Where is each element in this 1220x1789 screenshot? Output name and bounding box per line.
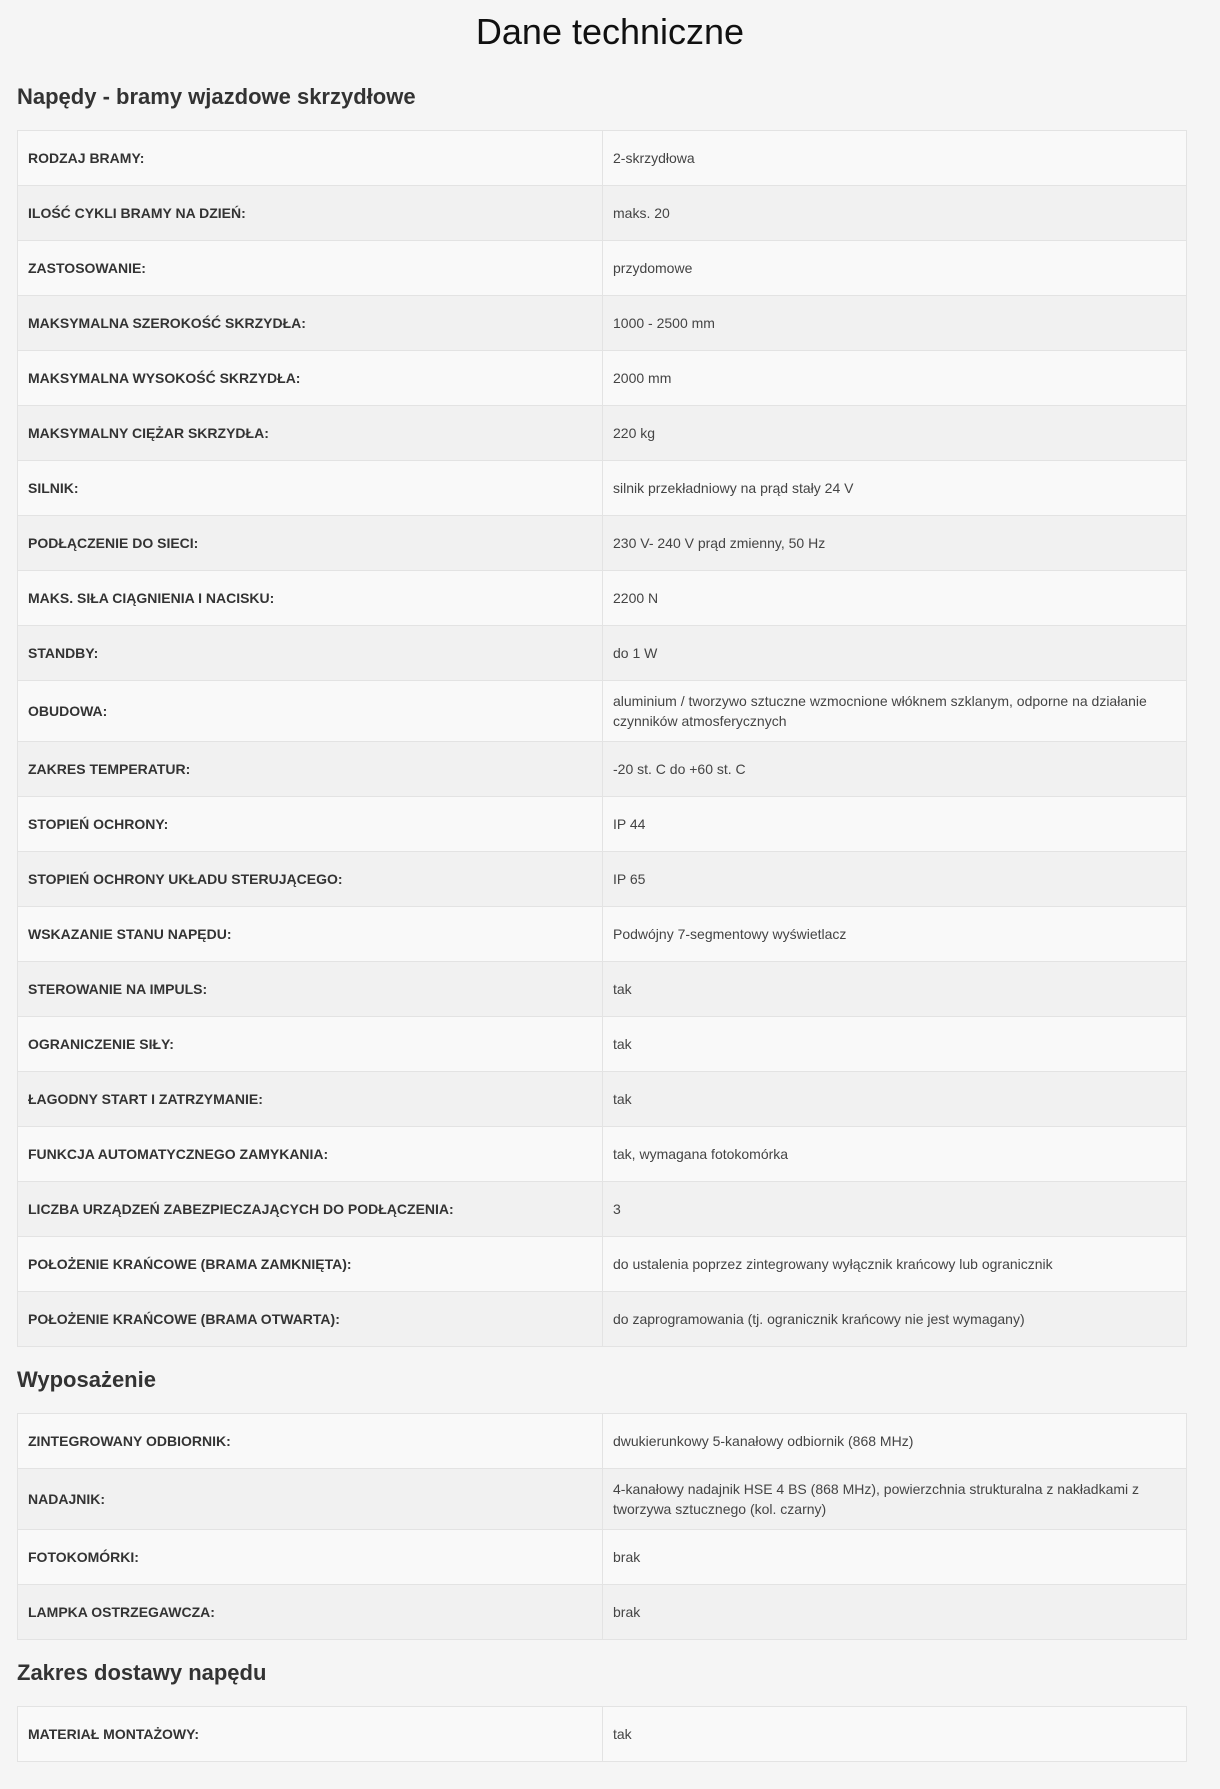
table-row <box>18 797 1187 852</box>
spec-label: ZAKRES TEMPERATUR: <box>18 742 603 797</box>
table-row <box>18 907 1187 962</box>
spec-value: 220 kg <box>603 406 1187 461</box>
spec-label: MATERIAŁ MONTAŻOWY: <box>18 1707 603 1762</box>
spec-label: RODZAJ BRAMY: <box>18 131 603 186</box>
spec-label: POŁOŻENIE KRAŃCOWE (BRAMA OTWARTA): <box>18 1292 603 1347</box>
spec-value: do zaprogramowania (tj. ogranicznik krańcowy nie jest wymagany) <box>603 1292 1187 1347</box>
spec-value: tak <box>603 1072 1187 1127</box>
table-row <box>18 1414 1187 1469</box>
spec-value: brak <box>603 1585 1187 1640</box>
section-title: Wyposażenie <box>17 1367 156 1392</box>
spec-label: LICZBA URZĄDZEŃ ZABEZPIECZAJĄCYCH DO PODŁĄCZENIA: <box>18 1182 603 1237</box>
section-title: Zakres dostawy napędu <box>17 1660 267 1685</box>
spec-label: ŁAGODNY START I ZATRZYMANIE: <box>18 1072 603 1127</box>
spec-label: PODŁĄCZENIE DO SIECI: <box>18 516 603 571</box>
spec-value: przydomowe <box>603 241 1187 296</box>
section-title: Napędy - bramy wjazdowe skrzydłowe <box>17 84 416 109</box>
spec-label: MAKS. SIŁA CIĄGNIENIA I NACISKU: <box>18 571 603 626</box>
spec-value: do ustalenia poprzez zintegrowany wyłącznik krańcowy lub ogranicznik <box>603 1237 1187 1292</box>
spec-label: NADAJNIK: <box>18 1469 603 1530</box>
spec-value: 2000 mm <box>603 351 1187 406</box>
spec-table <box>17 1706 1187 1762</box>
spec-label: WSKAZANIE STANU NAPĘDU: <box>18 907 603 962</box>
table-row <box>18 406 1187 461</box>
spec-value: 2-skrzydłowa <box>603 131 1187 186</box>
table-row <box>18 962 1187 1017</box>
spec-value: dwukierunkowy 5-kanałowy odbiornik (868 MHz) <box>603 1414 1187 1469</box>
spec-label: MAKSYMALNY CIĘŻAR SKRZYDŁA: <box>18 406 603 461</box>
spec-label: MAKSYMALNA WYSOKOŚĆ SKRZYDŁA: <box>18 351 603 406</box>
table-row <box>18 1182 1187 1237</box>
spec-value: 3 <box>603 1182 1187 1237</box>
spec-table <box>17 130 1187 1347</box>
spec-value: do 1 W <box>603 626 1187 681</box>
spec-label: POŁOŻENIE KRAŃCOWE (BRAMA ZAMKNIĘTA): <box>18 1237 603 1292</box>
spec-label: ILOŚĆ CYKLI BRAMY NA DZIEŃ: <box>18 186 603 241</box>
spec-label: STOPIEŃ OCHRONY: <box>18 797 603 852</box>
table-row <box>18 742 1187 797</box>
spec-value: 1000 - 2500 mm <box>603 296 1187 351</box>
page-title: Dane techniczne <box>475 11 745 52</box>
spec-table <box>17 1413 1187 1640</box>
spec-value: 4-kanałowy nadajnik HSE 4 BS (868 MHz), powierzchnia strukturalna z nakładkami z tworzywa sztucznego (kol. czarny) <box>603 1469 1187 1530</box>
table-row <box>18 461 1187 516</box>
spec-sections <box>0 64 1220 1762</box>
table-row <box>18 516 1187 571</box>
spec-label: OGRANICZENIE SIŁY: <box>18 1017 603 1072</box>
table-row <box>18 241 1187 296</box>
spec-label: FUNKCJA AUTOMATYCZNEGO ZAMYKANIA: <box>18 1127 603 1182</box>
table-row <box>18 1237 1187 1292</box>
table-row <box>18 1707 1187 1762</box>
spec-value: aluminium / tworzywo sztuczne wzmocnione włóknem szklanym, odporne na działanie czynników atmosferycznych <box>603 681 1187 742</box>
spec-label: ZINTEGROWANY ODBIORNIK: <box>18 1414 603 1469</box>
table-row <box>18 1469 1187 1530</box>
spec-value: maks. 20 <box>603 186 1187 241</box>
spec-label: FOTOKOMÓRKI: <box>18 1530 603 1585</box>
spec-label: SILNIK: <box>18 461 603 516</box>
spec-value: 230 V- 240 V prąd zmienny, 50 Hz <box>603 516 1187 571</box>
spec-value: silnik przekładniowy na prąd stały 24 V <box>603 461 1187 516</box>
table-row <box>18 1530 1187 1585</box>
spec-label: LAMPKA OSTRZEGAWCZA: <box>18 1585 603 1640</box>
spec-label: OBUDOWA: <box>18 681 603 742</box>
table-row <box>18 131 1187 186</box>
spec-value: 2200 N <box>603 571 1187 626</box>
table-row <box>18 1127 1187 1182</box>
spec-value: tak <box>603 1017 1187 1072</box>
table-row <box>18 1017 1187 1072</box>
spec-label: STANDBY: <box>18 626 603 681</box>
table-row <box>18 296 1187 351</box>
spec-value: brak <box>603 1530 1187 1585</box>
spec-label: MAKSYMALNA SZEROKOŚĆ SKRZYDŁA: <box>18 296 603 351</box>
table-row <box>18 626 1187 681</box>
spec-label: STEROWANIE NA IMPULS: <box>18 962 603 1017</box>
table-row <box>18 571 1187 626</box>
table-row <box>18 186 1187 241</box>
spec-value: Podwójny 7-segmentowy wyświetlacz <box>603 907 1187 962</box>
spec-value: tak, wymagana fotokomórka <box>603 1127 1187 1182</box>
spec-label: STOPIEŃ OCHRONY UKŁADU STERUJĄCEGO: <box>18 852 603 907</box>
spec-value: IP 65 <box>603 852 1187 907</box>
spec-value: -20 st. C do +60 st. C <box>603 742 1187 797</box>
table-row <box>18 351 1187 406</box>
table-row <box>18 1072 1187 1127</box>
spec-label: ZASTOSOWANIE: <box>18 241 603 296</box>
table-row <box>18 1292 1187 1347</box>
table-row <box>18 681 1187 742</box>
spec-value: tak <box>603 962 1187 1017</box>
table-row <box>18 1585 1187 1640</box>
spec-value: tak <box>603 1707 1187 1762</box>
spec-value: IP 44 <box>603 797 1187 852</box>
table-row <box>18 852 1187 907</box>
